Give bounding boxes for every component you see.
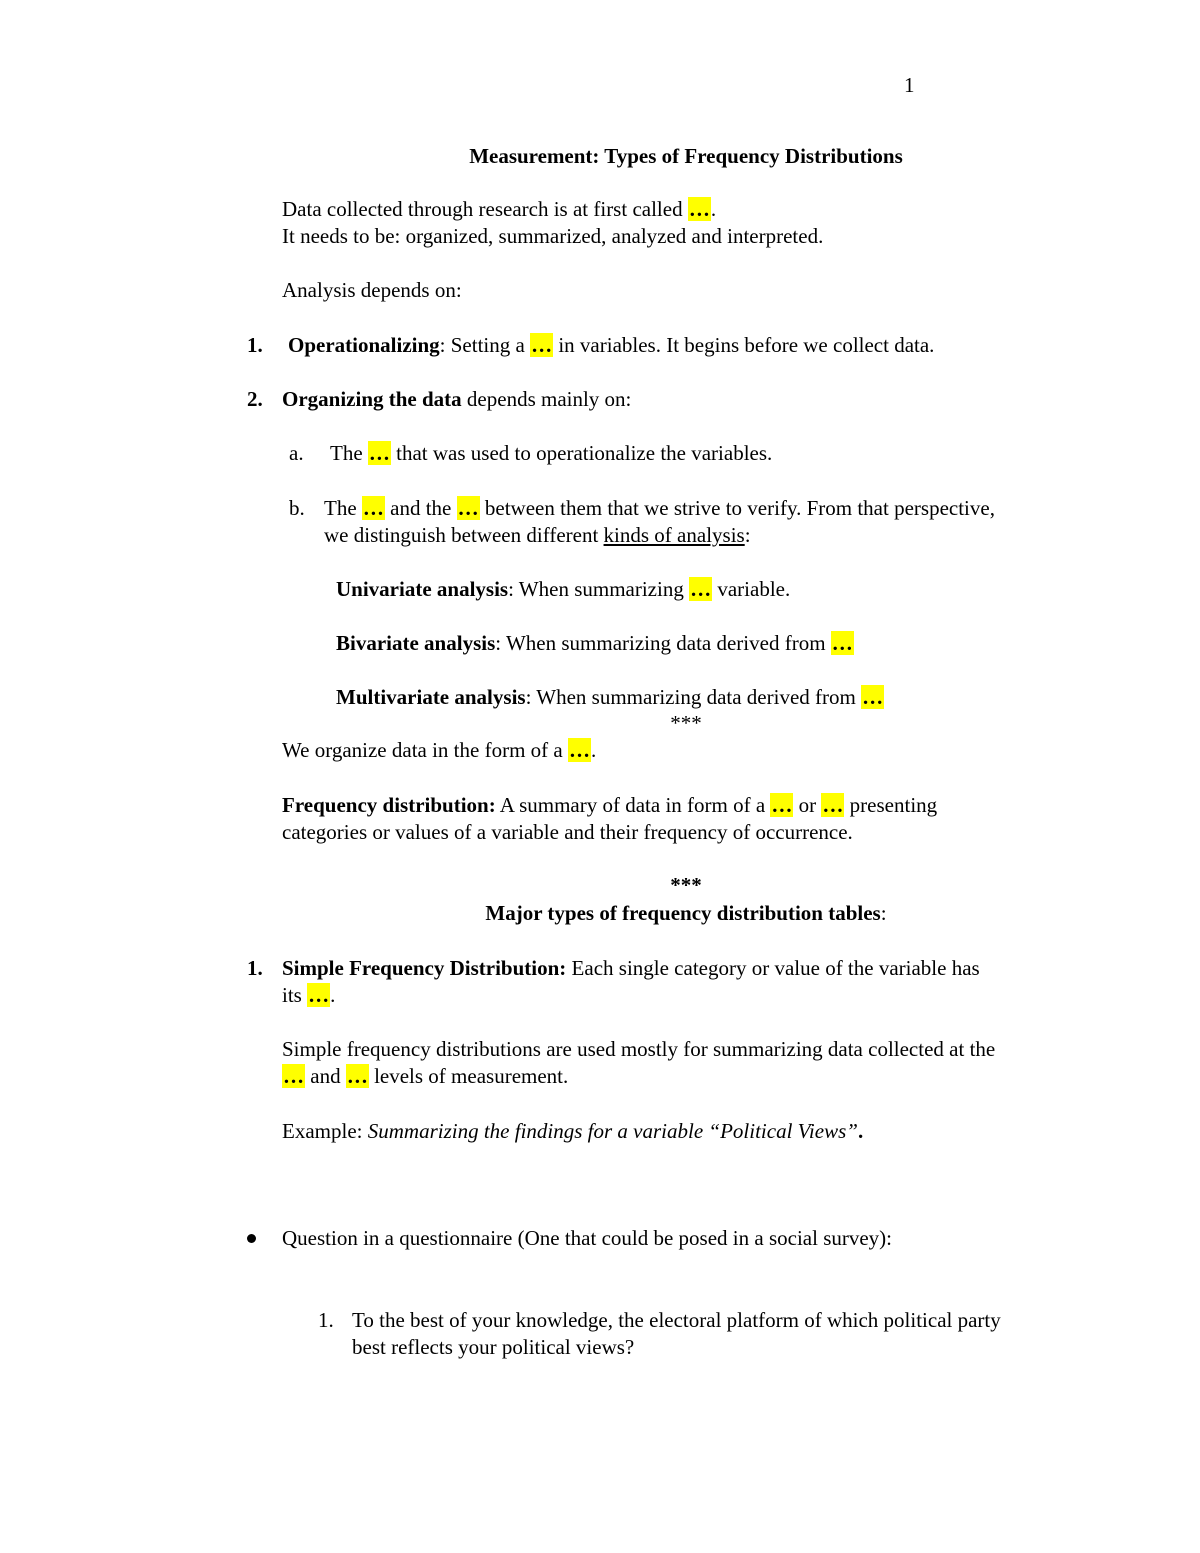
blank: … [283, 1064, 304, 1088]
intro-line-3: Analysis depends on: [282, 278, 462, 302]
simple-line-1: Simple Frequency Distribution: Each single category or value of the variable has [282, 956, 980, 980]
blank: … [690, 577, 712, 601]
simple-para-2-line-2: … and … levels of measurement. [283, 1064, 569, 1088]
bivariate-analysis: Bivariate analysis: When summarizing data derived from … [336, 631, 853, 655]
bullet-dot-icon [247, 1234, 256, 1243]
blank: … [362, 496, 384, 520]
simple-number: 1. [247, 956, 263, 980]
blank: … [771, 793, 793, 817]
frequency-distribution-line-1: Frequency distribution: A summary of data in form of a … or … presenting [282, 793, 938, 817]
intro-line-1: Data collected through research is at first called …. [282, 197, 717, 221]
item-1-number: 1. [247, 333, 263, 357]
item-2b-line-2: we distinguish between different kinds of analysis: [324, 523, 751, 547]
item-2a-text: The … that was used to operationalize the variables. [330, 441, 773, 465]
blank: … [831, 631, 853, 655]
blank: … [862, 685, 884, 709]
item-2b-label: b. [289, 496, 305, 520]
blank: … [457, 496, 479, 520]
question-number: 1. [318, 1308, 334, 1332]
blank: … [368, 441, 390, 465]
question-line-2: best reflects your political views? [352, 1335, 635, 1359]
bullet-text: Question in a questionnaire (One that could be posed in a social survey): [282, 1226, 893, 1250]
simple-line-2: its …. [282, 983, 336, 1007]
page-number: 1 [904, 73, 915, 97]
item-2-text: Organizing the data depends mainly on: [282, 387, 632, 411]
item-2b-line-1: The … and the … between them that we strive to verify. From that perspective, [324, 496, 995, 520]
blank: … [531, 333, 553, 357]
blank: … [308, 983, 330, 1007]
item-2a-label: a. [289, 441, 304, 465]
univariate-analysis: Univariate analysis: When summarizing … variable. [336, 577, 791, 601]
frequency-distribution-line-2: categories or values of a variable and their frequency of occurrence. [282, 820, 853, 844]
separator-1: *** [670, 711, 702, 735]
simple-para-2-line-1: Simple frequency distributions are used mostly for summarizing data collected at the [282, 1037, 996, 1061]
blank: … [688, 197, 710, 221]
page-title: Measurement: Types of Frequency Distributions [469, 144, 903, 168]
blank: … [346, 1064, 368, 1088]
intro-line-2: It needs to be: organized, summarized, analyzed and interpreted. [282, 224, 824, 248]
blank: … [822, 793, 844, 817]
blank: … [568, 738, 590, 762]
item-1-text: Operationalizing: Setting a … in variables. It begins before we collect data. [288, 333, 935, 357]
separator-2: *** [670, 873, 702, 897]
item-2-number: 2. [247, 387, 263, 411]
organize-line: We organize data in the form of a …. [282, 738, 597, 762]
question-line-1: To the best of your knowledge, the electoral platform of which political party [352, 1308, 1001, 1332]
multivariate-analysis: Multivariate analysis: When summarizing data derived from … [336, 685, 884, 709]
major-types-heading: Major types of frequency distribution tables: [485, 901, 887, 925]
example-line: Example: Summarizing the findings for a variable “Political Views”. [282, 1119, 864, 1143]
